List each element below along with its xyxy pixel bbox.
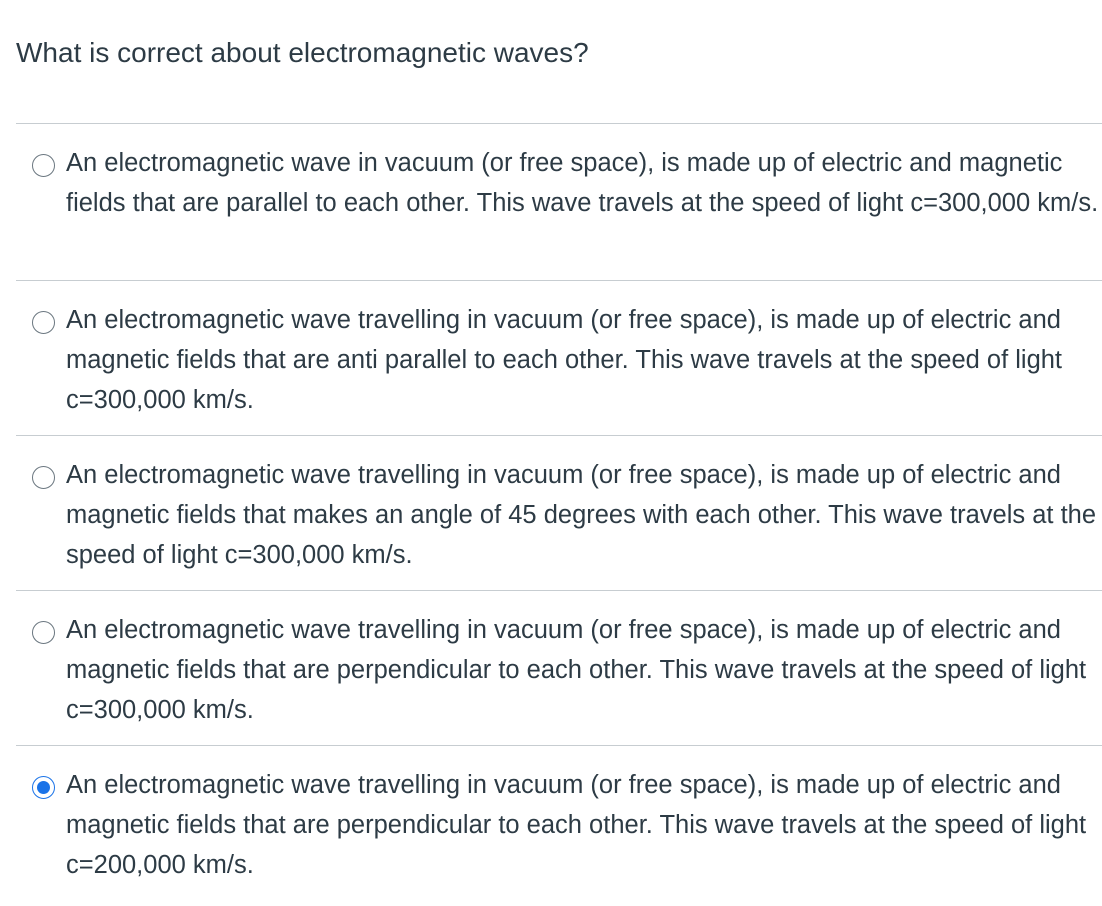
answer-radio-1[interactable] — [32, 154, 55, 177]
answer-text-5: An electromagnetic wave travelling in vacuum (or free space), is made up of electric and magnetic fields that are perpendicular to each other. This wave travels at the speed of light c=200,000 km/s. — [66, 771, 1087, 879]
answer-text-4: An electromagnetic wave travelling in vacuum (or free space), is made up of electric and magnetic fields that are perpendicular to each other. This wave travels at the speed of light c=300,000 km/s. — [66, 616, 1087, 724]
answer-radio-3[interactable] — [32, 466, 55, 489]
question-text: What is correct about electromagnetic waves? — [16, 37, 589, 68]
answer-option-5[interactable] — [16, 745, 1102, 900]
answer-radio-2[interactable] — [32, 311, 55, 334]
answer-option-3[interactable] — [16, 435, 1102, 590]
answer-option-2[interactable] — [16, 280, 1102, 435]
answer-text-2: An electromagnetic wave travelling in vacuum (or free space), is made up of electric and magnetic fields that are anti parallel to each other. This wave travels at the speed of light c=300,000 km/s. — [66, 306, 1063, 414]
answer-text-3: An electromagnetic wave travelling in vacuum (or free space), is made up of electric and magnetic fields that makes an angle of 45 degrees with each other. This wave travels at the speed of light c=300,000 km/s. — [66, 461, 1097, 569]
answer-radio-5[interactable] — [32, 776, 55, 799]
answer-text-1: An electromagnetic wave in vacuum (or free space), is made up of electric and magnetic fields that are parallel to each other. This wave travels at the speed of light c=300,000 km/s. — [66, 149, 1099, 217]
answer-option-4[interactable] — [16, 590, 1102, 745]
answer-radio-4[interactable] — [32, 621, 55, 644]
answer-list — [16, 123, 1102, 900]
answer-option-1[interactable] — [16, 123, 1102, 280]
